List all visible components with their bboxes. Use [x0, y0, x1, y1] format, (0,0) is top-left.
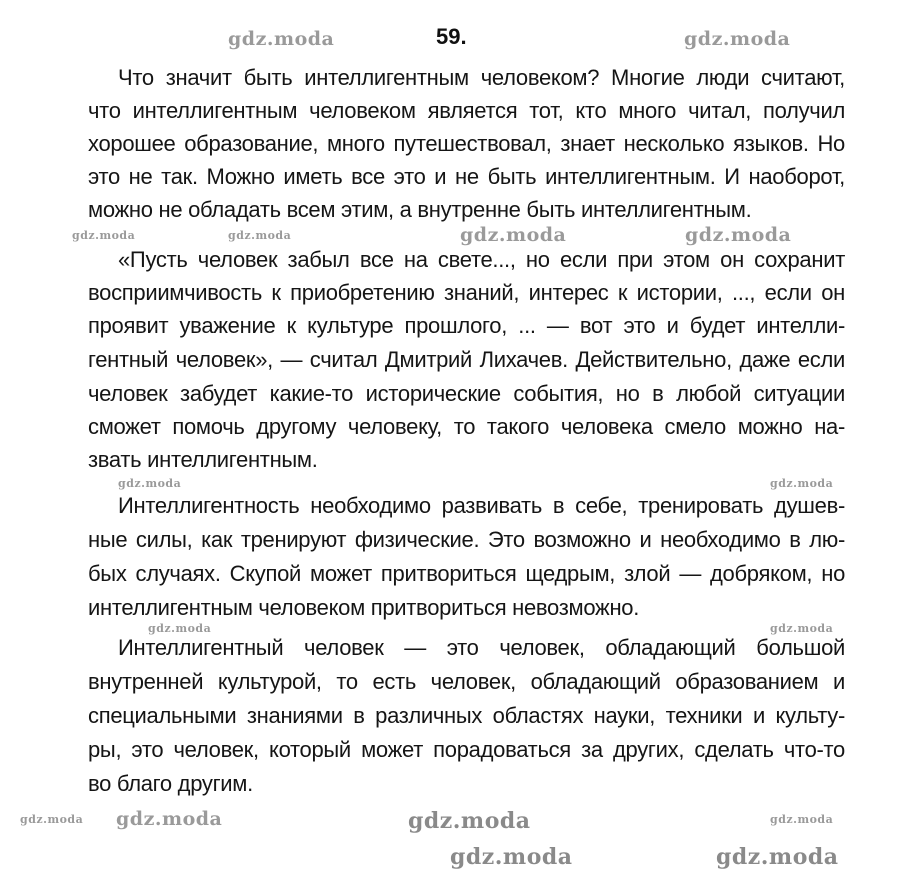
- paragraph-4-line: ры, это человек, который может порадоваться за других, сделать что-то: [88, 737, 845, 762]
- paragraph-3-line: ные силы, как тренируют физические. Это возможно и необходимо в лю-: [88, 527, 845, 552]
- paragraph-1-line: это не так. Можно иметь все это и не быть интеллигентным. И наоборот,: [88, 164, 845, 189]
- watermark: gdz.moda: [118, 477, 182, 490]
- paragraph-2-line: восприимчивость к приобретению знаний, интерес к истории, ..., если он: [88, 280, 845, 305]
- paragraph-4-line: Интеллигентный человек — это человек, обладающий большой: [118, 635, 845, 660]
- watermark: gdz.moda: [460, 224, 567, 246]
- paragraph-4-line: специальными знаниями в различных областях науки, техники и культу-: [88, 703, 845, 728]
- watermark: gdz.moda: [450, 844, 573, 870]
- paragraph-1-line: что интеллигентным человеком является тот, кто много читал, получил: [88, 98, 845, 123]
- watermark: gdz.moda: [408, 808, 531, 834]
- paragraph-2-line: сможет помочь другому человеку, то такого человека смело можно на-: [88, 414, 845, 439]
- paragraph-2-line: «Пусть человек забыл все на свете..., но если при этом он сохранит: [118, 247, 845, 272]
- watermark: gdz.moda: [228, 229, 292, 242]
- watermark: gdz.moda: [685, 224, 792, 246]
- watermark: gdz.moda: [116, 808, 223, 830]
- paragraph-4-line: внутренней культурой, то есть человек, обладающий образованием и: [88, 669, 845, 694]
- watermark: gdz.moda: [716, 844, 839, 870]
- paragraph-2-line: гентный человек», — считал Дмитрий Лихачев. Действительно, даже если: [88, 347, 845, 372]
- paragraph-3-line: интеллигентным человеком притвориться невозможно.: [88, 595, 640, 620]
- paragraph-4-line: во благо другим.: [88, 771, 253, 796]
- watermark: gdz.moda: [770, 813, 834, 826]
- paragraph-2-line: проявит уважение к культуре прошлого, ... — вот это и будет интелли-: [88, 313, 845, 338]
- paragraph-3-line: Интеллигентность необходимо развивать в себе, тренировать душев-: [118, 493, 845, 518]
- watermark: gdz.moda: [684, 28, 791, 50]
- paragraph-2-line: человек забудет какие-то исторические события, но в любой ситуации: [88, 381, 845, 406]
- paragraph-1-line: Что значит быть интеллигентным человеком? Многие люди считают,: [118, 65, 845, 90]
- watermark: gdz.moda: [72, 229, 136, 242]
- watermark: gdz.moda: [148, 622, 212, 635]
- paragraph-2-line: звать интеллигентным.: [88, 447, 318, 472]
- watermark: gdz.moda: [20, 813, 84, 826]
- watermark: gdz.moda: [770, 622, 834, 635]
- paragraph-1-line: хорошее образование, много путешествовал, знает несколько языков. Но: [88, 131, 845, 156]
- paragraph-3-line: бых случаях. Скупой может притвориться щедрым, злой — добряком, но: [88, 561, 845, 586]
- watermark: gdz.moda: [770, 477, 834, 490]
- watermark: gdz.moda: [228, 28, 335, 50]
- page-number: 59.: [436, 24, 467, 49]
- paragraph-1-line: можно не обладать всем этим, а внутренне быть интеллигентным.: [88, 197, 752, 222]
